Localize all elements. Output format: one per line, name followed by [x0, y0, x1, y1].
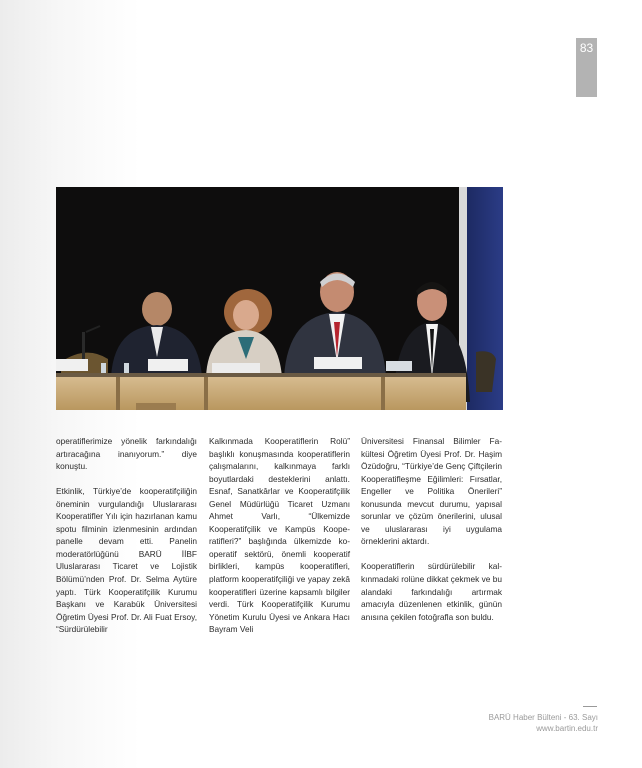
- paragraph: Kooperatiflerin sürdürülebilir kalkınmadaki rolüne dikkat çekmek ve bu alandaki farkındalığı artırmak amacıyla düzenlenen etkinlik, günün anısına çekilen fotoğrafla son buldu.: [361, 561, 502, 622]
- website-link[interactable]: www.bartin.edu.tr: [536, 724, 598, 733]
- paragraph: Üniversitesi Finansal Bilimler Fakültesi Öğretim Üyesi Prof. Dr. Haşim Özüdoğru, “Türkiye’de Genç Çiftçilerin Kooperatifleşme Eğilimleri: Fırsatlar, Engeller ve Politika Önerileri” konusunda mevcut durumu, yapısal sorunlar ve çözüm önerilerini, ulusal ve uluslararası iyi uygulama örneklerini aktardı.: [361, 436, 502, 547]
- text-column-2: [209, 435, 350, 648]
- footer: [489, 712, 598, 734]
- page-number: 83: [576, 38, 597, 97]
- footer-divider: [583, 706, 597, 707]
- paragraph: operatiflerimize yönelik farkındalığı artıracağına inanıyorum.” diye konuştu.: [56, 436, 197, 472]
- paragraph: Kalkınmada Kooperatiflerin Rolü” başlıklı konuşmasında kooperatiflerin çalışmalarını, kalkınmaya farklı boyutlardaki desteklerini anlattı. Esnaf, Sanatkârlar ve Kooperatifçilik Genel Müdürlüğü Ticaret Uzmanı Ahmet Varlı, “Ülkemizde Kooperatifçilik ve Kampüs Kooperatifleri?” başlığında ülkemizde kooperatif sektörü, önemli kooperatif birlikleri, kampüs kooperatifleri, platform kooperatifçiliği ve yapay zekâ kooperatifleri üzerine kapsamlı bilgiler verdi. Türk Kooperatifçilik Kurumu Yönetim Kurulu Üyesi ve Ankara Hacı Bayram Veli: [209, 436, 350, 635]
- panel-photo: [56, 187, 503, 410]
- text-column-3: [361, 435, 502, 636]
- text-column-1: [56, 435, 197, 648]
- publication-name: BARÜ Haber Bülteni - 63. Sayı: [488, 713, 598, 722]
- paragraph: Etkinlik, Türkiye’de kooperatifçiliğin öneminin vurgulandığı Uluslararası Kooperatifler Yılı için hazırlanan kamu spotu filminin izlenmesinin ardından panelle devam etti. Panelin moderatörlüğünü BARÜ İİBF Uluslararası Ticaret ve Lojistik Bölümü’nden Prof. Dr. Selma Aytüre yaptı. Türk Kooperatifçilik Kurumu Başkanı ve Karabük Üniversitesi Öğretim Üyesi Prof. Dr. Ali Fuat Ersoy, “Sürdürülebilir: [56, 486, 197, 635]
